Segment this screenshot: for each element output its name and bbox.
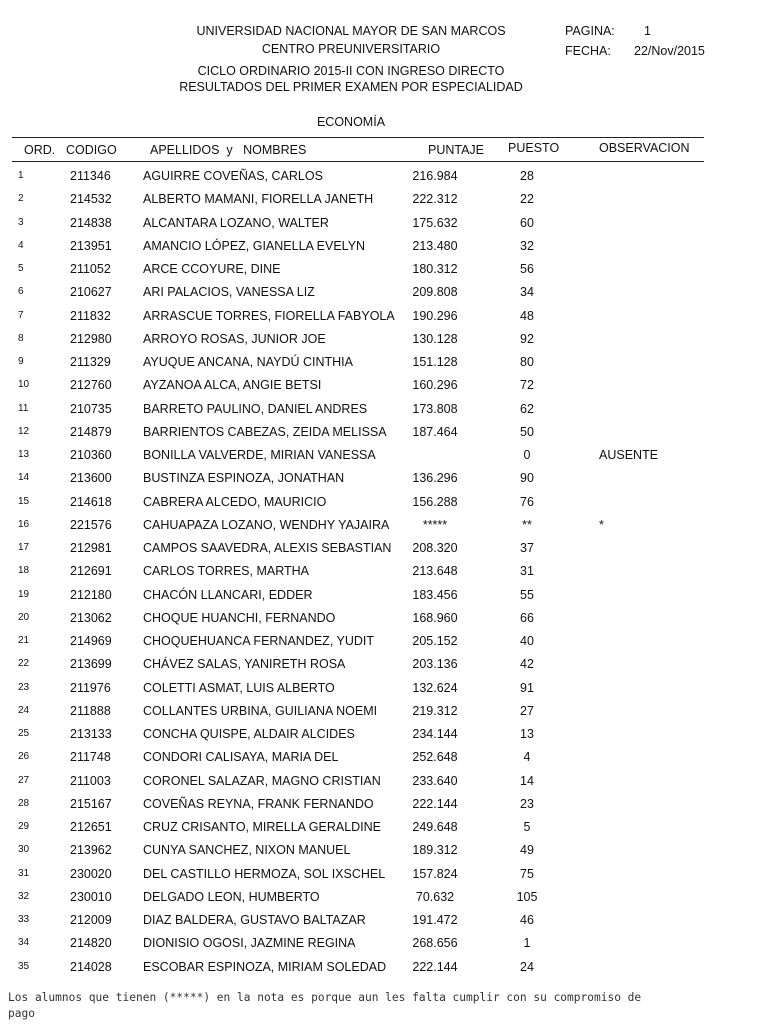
rank-cell: 50 (520, 424, 534, 439)
rank-cell: 72 (520, 378, 534, 393)
score-cell: 252.648 (412, 750, 458, 765)
table-row (0, 517, 768, 533)
score-cell: 130.128 (412, 331, 458, 346)
code-cell: 214879 (70, 424, 112, 439)
score-cell: 70.632 (415, 889, 455, 904)
ord-cell: 13 (18, 449, 30, 460)
table-row (0, 191, 768, 207)
cycle-title: CICLO ORDINARIO 2015-II CON INGRESO DIRECTO (197, 64, 505, 78)
code-cell: 221576 (70, 517, 112, 532)
rank-cell: 90 (520, 471, 534, 486)
score-cell: 208.320 (412, 541, 458, 555)
code-cell: 211003 (70, 773, 111, 788)
rank-cell: 28 (520, 169, 534, 183)
ord-cell: 33 (18, 914, 30, 925)
score-cell: 168.960 (412, 610, 458, 625)
name-cell: CONCHA QUISPE, ALDAIR ALCIDES (143, 727, 355, 741)
rank-cell: 24 (520, 959, 534, 974)
code-cell: 210735 (70, 401, 112, 416)
code-cell: 230010 (70, 889, 112, 904)
table-row (0, 935, 768, 951)
name-cell: BARRIENTOS CABEZAS, ZEIDA MELISSA (143, 424, 387, 439)
ord-cell: 11 (18, 402, 29, 414)
page-label: PAGINA: (565, 24, 615, 38)
date-value: 22/Nov/2015 (634, 44, 705, 58)
rank-cell: 60 (520, 215, 534, 230)
code-cell: 214838 (70, 215, 112, 230)
name-cell: ARI PALACIOS, VANESSA LIZ (143, 285, 315, 300)
code-cell: 212180 (70, 587, 112, 602)
table-row (0, 773, 768, 789)
score-cell: 187.464 (412, 424, 458, 439)
rank-cell: 32 (520, 238, 534, 253)
ord-cell: 27 (18, 774, 30, 786)
ord-cell: 16 (18, 518, 30, 530)
rank-cell: 27 (520, 703, 534, 718)
ord-cell: 22 (18, 658, 30, 670)
table-row (0, 680, 768, 696)
name-cell: CUNYA SANCHEZ, NIXON MANUEL (143, 843, 351, 858)
name-cell: ARRASCUE TORRES, FIORELLA FABYOLA (143, 308, 395, 323)
table-row (0, 494, 768, 510)
code-cell: 214969 (70, 634, 112, 648)
rank-cell: 75 (520, 866, 534, 881)
name-cell: CRUZ CRISANTO, MIRELLA GERALDINE (143, 820, 382, 834)
rank-cell: 42 (520, 657, 534, 672)
name-cell: ALBERTO MAMANI, FIORELLA JANETH (143, 192, 374, 207)
table-row (0, 238, 768, 254)
code-cell: 214820 (70, 936, 112, 951)
table-row (0, 447, 768, 463)
ord-cell: 8 (18, 332, 24, 344)
table-row (0, 842, 768, 858)
col-rank-header: PUESTO (508, 141, 560, 155)
rank-cell: 14 (520, 773, 534, 788)
code-cell: 210627 (70, 285, 112, 300)
rank-cell: 48 (520, 308, 534, 323)
code-cell: 213600 (70, 471, 112, 486)
score-cell: 222.144 (412, 959, 458, 974)
code-cell: 213062 (70, 610, 112, 625)
rank-cell: 40 (520, 634, 534, 648)
rank-cell: 31 (520, 564, 534, 579)
name-cell: DIONISIO OGOSI, JAZMINE REGINA (143, 936, 356, 951)
rank-cell: 1 (523, 936, 531, 951)
ord-cell: 17 (18, 542, 30, 553)
score-cell: 222.312 (412, 192, 458, 207)
table-row (0, 284, 768, 300)
name-cell: AYUQUE ANCANA, NAYDÚ CINTHIA (143, 355, 353, 369)
score-cell: 183.456 (412, 587, 458, 602)
code-cell: 214532 (70, 192, 112, 207)
table-row (0, 912, 768, 928)
score-cell: 234.144 (412, 727, 458, 741)
ord-cell: 21 (18, 635, 30, 646)
code-cell: 210360 (70, 448, 112, 462)
table-row (0, 819, 768, 835)
score-cell: 249.648 (412, 820, 458, 834)
name-cell: CONDORI CALISAYA, MARIA DEL (143, 750, 339, 765)
name-cell: AGUIRRE COVEÑAS, CARLOS (143, 169, 323, 183)
code-cell: 212980 (70, 331, 112, 346)
rank-cell: 13 (520, 727, 534, 741)
table-row (0, 377, 768, 393)
code-cell: 211346 (70, 169, 111, 183)
score-cell: 180.312 (412, 262, 458, 276)
rank-cell: 46 (520, 913, 534, 927)
name-cell: AMANCIO LÓPEZ, GIANELLA EVELYN (143, 238, 366, 253)
code-cell: 212651 (70, 820, 112, 834)
ord-cell: 9 (18, 356, 24, 367)
code-cell: 212691 (70, 564, 112, 579)
name-cell: ARCE CCOYURE, DINE (143, 262, 281, 276)
score-cell: 160.296 (412, 378, 458, 393)
score-cell: 173.808 (412, 401, 458, 416)
name-cell: DIAZ BALDERA, GUSTAVO BALTAZAR (143, 913, 366, 927)
ord-cell: 20 (18, 611, 30, 623)
ord-cell: 15 (18, 495, 30, 507)
score-cell: 175.632 (412, 215, 458, 230)
code-cell: 215167 (70, 796, 112, 811)
ord-cell: 26 (18, 751, 30, 763)
table-row (0, 331, 768, 347)
table-row (0, 354, 768, 370)
name-cell: DEL CASTILLO HERMOZA, SOL IXSCHEL (143, 866, 386, 881)
code-cell: 213962 (70, 843, 112, 858)
score-cell: 189.312 (412, 843, 458, 858)
code-cell: 211832 (70, 308, 111, 323)
ord-cell: 4 (18, 239, 24, 251)
table-row (0, 610, 768, 626)
table-row (0, 261, 768, 277)
name-cell: ESCOBAR ESPINOZA, MIRIAM SOLEDAD (143, 959, 387, 974)
code-cell: 214618 (70, 494, 112, 509)
code-cell: 211976 (70, 680, 111, 695)
name-cell: BUSTINZA ESPINOZA, JONATHAN (143, 471, 345, 486)
name-cell: CABRERA ALCEDO, MAURICIO (143, 494, 327, 509)
name-cell: CAMPOS SAAVEDRA, ALEXIS SEBASTIAN (143, 541, 392, 555)
name-cell: COLETTI ASMAT, LUIS ALBERTO (143, 680, 335, 695)
ord-cell: 31 (18, 867, 30, 879)
table-row (0, 401, 768, 417)
name-cell: DELGADO LEON, HUMBERTO (143, 889, 320, 904)
rank-cell: 92 (520, 331, 534, 346)
table-row (0, 633, 768, 649)
ord-cell: 23 (18, 681, 30, 693)
name-cell: CAHUAPAZA LOZANO, WENDHY YAJAIRA (143, 517, 390, 532)
code-cell: 212009 (70, 913, 112, 927)
rank-cell: 56 (520, 262, 534, 276)
ord-cell: 10 (18, 379, 30, 391)
observation-cell: * (599, 517, 604, 532)
table-row (0, 703, 768, 719)
table-row (0, 470, 768, 486)
code-cell: 214028 (70, 959, 112, 974)
rank-cell: 66 (520, 610, 534, 625)
rank-cell: 49 (520, 843, 534, 858)
name-cell: COLLANTES URBINA, GUILIANA NOEMI (143, 703, 378, 718)
score-cell: 132.624 (412, 680, 458, 695)
col-name-header: APELLIDOS y NOMBRES (150, 143, 307, 157)
code-cell: 211888 (70, 703, 111, 718)
code-cell: 230020 (70, 866, 112, 881)
table-row (0, 308, 768, 324)
score-cell: 233.640 (412, 773, 458, 788)
ord-cell: 3 (18, 216, 24, 228)
rank-cell: 105 (516, 889, 538, 904)
rank-cell: 80 (520, 355, 534, 369)
ord-cell: 19 (18, 588, 30, 600)
rank-cell: 0 (523, 448, 531, 462)
name-cell: CHOQUEHUANCA FERNANDEZ, YUDIT (143, 634, 375, 648)
table-row (0, 168, 768, 184)
col-score-header: PUNTAJE (428, 143, 485, 157)
ord-cell: 7 (18, 309, 24, 321)
ord-cell: 1 (18, 170, 24, 181)
ord-cell: 35 (18, 960, 30, 972)
table-row (0, 587, 768, 603)
ord-cell: 34 (18, 937, 30, 949)
table-header-rule (12, 161, 704, 162)
score-cell: 157.824 (412, 866, 458, 881)
score-cell: 191.472 (412, 913, 458, 927)
score-cell: 190.296 (412, 308, 458, 323)
table-row (0, 540, 768, 556)
col-obs-header: OBSERVACION (599, 141, 690, 155)
ord-cell: 32 (18, 890, 30, 902)
rank-cell: 76 (520, 494, 534, 509)
page-number: 1 (644, 24, 651, 38)
name-cell: CHOQUE HUANCHI, FERNANDO (143, 610, 336, 625)
code-cell: 211052 (70, 262, 111, 276)
table-row (0, 796, 768, 812)
rank-cell: 22 (520, 192, 534, 207)
table-top-rule (12, 137, 704, 138)
name-cell: BONILLA VALVERDE, MIRIAN VANESSA (143, 448, 376, 462)
center-name: CENTRO PREUNIVERSITARIO (261, 42, 441, 56)
payment-footnote: Los alumnos que tienen (*****) en la nota es porque aun les falta cumplir con su compromiso de pago (8, 991, 642, 1020)
specialty-title: ECONOMÍA (316, 115, 386, 129)
code-cell: 213951 (70, 238, 112, 253)
rank-cell: 34 (520, 285, 534, 300)
ord-cell: 12 (18, 425, 30, 437)
code-cell: 211748 (70, 750, 111, 765)
score-cell: 219.312 (412, 703, 458, 718)
table-row (0, 726, 768, 742)
ord-cell: 30 (18, 844, 30, 856)
table-row (0, 959, 768, 975)
rank-cell: 4 (523, 750, 531, 765)
name-cell: ARROYO ROSAS, JUNIOR JOE (143, 331, 326, 346)
observation-cell: AUSENTE (599, 448, 659, 462)
ord-cell: 28 (18, 797, 30, 809)
table-row (0, 749, 768, 765)
score-cell: ***** (422, 517, 448, 532)
name-cell: CHACÓN LLANCARI, EDDER (143, 587, 313, 602)
code-cell: 213133 (70, 727, 112, 741)
ord-cell: 25 (18, 728, 30, 739)
table-row (0, 215, 768, 231)
score-cell: 205.152 (412, 634, 458, 648)
ord-cell: 5 (18, 263, 24, 274)
name-cell: CORONEL SALAZAR, MAGNO CRISTIAN (143, 773, 381, 788)
results-title: RESULTADOS DEL PRIMER EXAMEN POR ESPECIALIDAD (179, 80, 523, 94)
score-cell: 213.648 (412, 564, 458, 579)
table-row (0, 656, 768, 672)
ord-cell: 18 (18, 565, 30, 577)
ord-cell: 24 (18, 704, 30, 716)
code-cell: 212760 (70, 378, 112, 393)
table-row (0, 563, 768, 579)
code-cell: 213699 (70, 657, 112, 672)
rank-cell: 91 (520, 680, 534, 695)
table-row (0, 424, 768, 440)
score-cell: 213.480 (412, 238, 458, 253)
name-cell: BARRETO PAULINO, DANIEL ANDRES (143, 401, 368, 416)
rank-cell: 37 (520, 541, 534, 555)
score-cell: 268.656 (412, 936, 458, 951)
name-cell: CHÁVEZ SALAS, YANIRETH ROSA (143, 657, 346, 672)
score-cell: 216.984 (412, 169, 458, 183)
ord-cell: 14 (18, 472, 30, 484)
rank-cell: 62 (520, 401, 534, 416)
col-ord-header: ORD. (24, 143, 56, 157)
ord-cell: 29 (18, 821, 30, 832)
col-code-header: CODIGO (66, 143, 117, 157)
rank-cell: ** (522, 517, 532, 532)
name-cell: ALCANTARA LOZANO, WALTER (143, 215, 329, 230)
score-cell: 222.144 (412, 796, 458, 811)
name-cell: AYZANOA ALCA, ANGIE BETSI (143, 378, 322, 393)
university-name: UNIVERSIDAD NACIONAL MAYOR DE SAN MARCOS (196, 24, 506, 38)
date-label: FECHA: (565, 44, 611, 58)
name-cell: CARLOS TORRES, MARTHA (143, 564, 310, 579)
score-cell: 209.808 (412, 285, 458, 300)
score-cell: 151.128 (412, 355, 458, 369)
rank-cell: 5 (523, 820, 531, 834)
name-cell: COVEÑAS REYNA, FRANK FERNANDO (143, 796, 374, 811)
table-row (0, 866, 768, 882)
rank-cell: 55 (520, 587, 534, 602)
ord-cell: 6 (18, 286, 24, 298)
table-row (0, 889, 768, 905)
code-cell: 211329 (70, 355, 111, 369)
score-cell: 203.136 (412, 657, 458, 672)
rank-cell: 23 (520, 796, 534, 811)
score-cell: 156.288 (412, 494, 458, 509)
code-cell: 212981 (70, 541, 112, 555)
ord-cell: 2 (18, 193, 24, 205)
score-cell: 136.296 (412, 471, 458, 486)
